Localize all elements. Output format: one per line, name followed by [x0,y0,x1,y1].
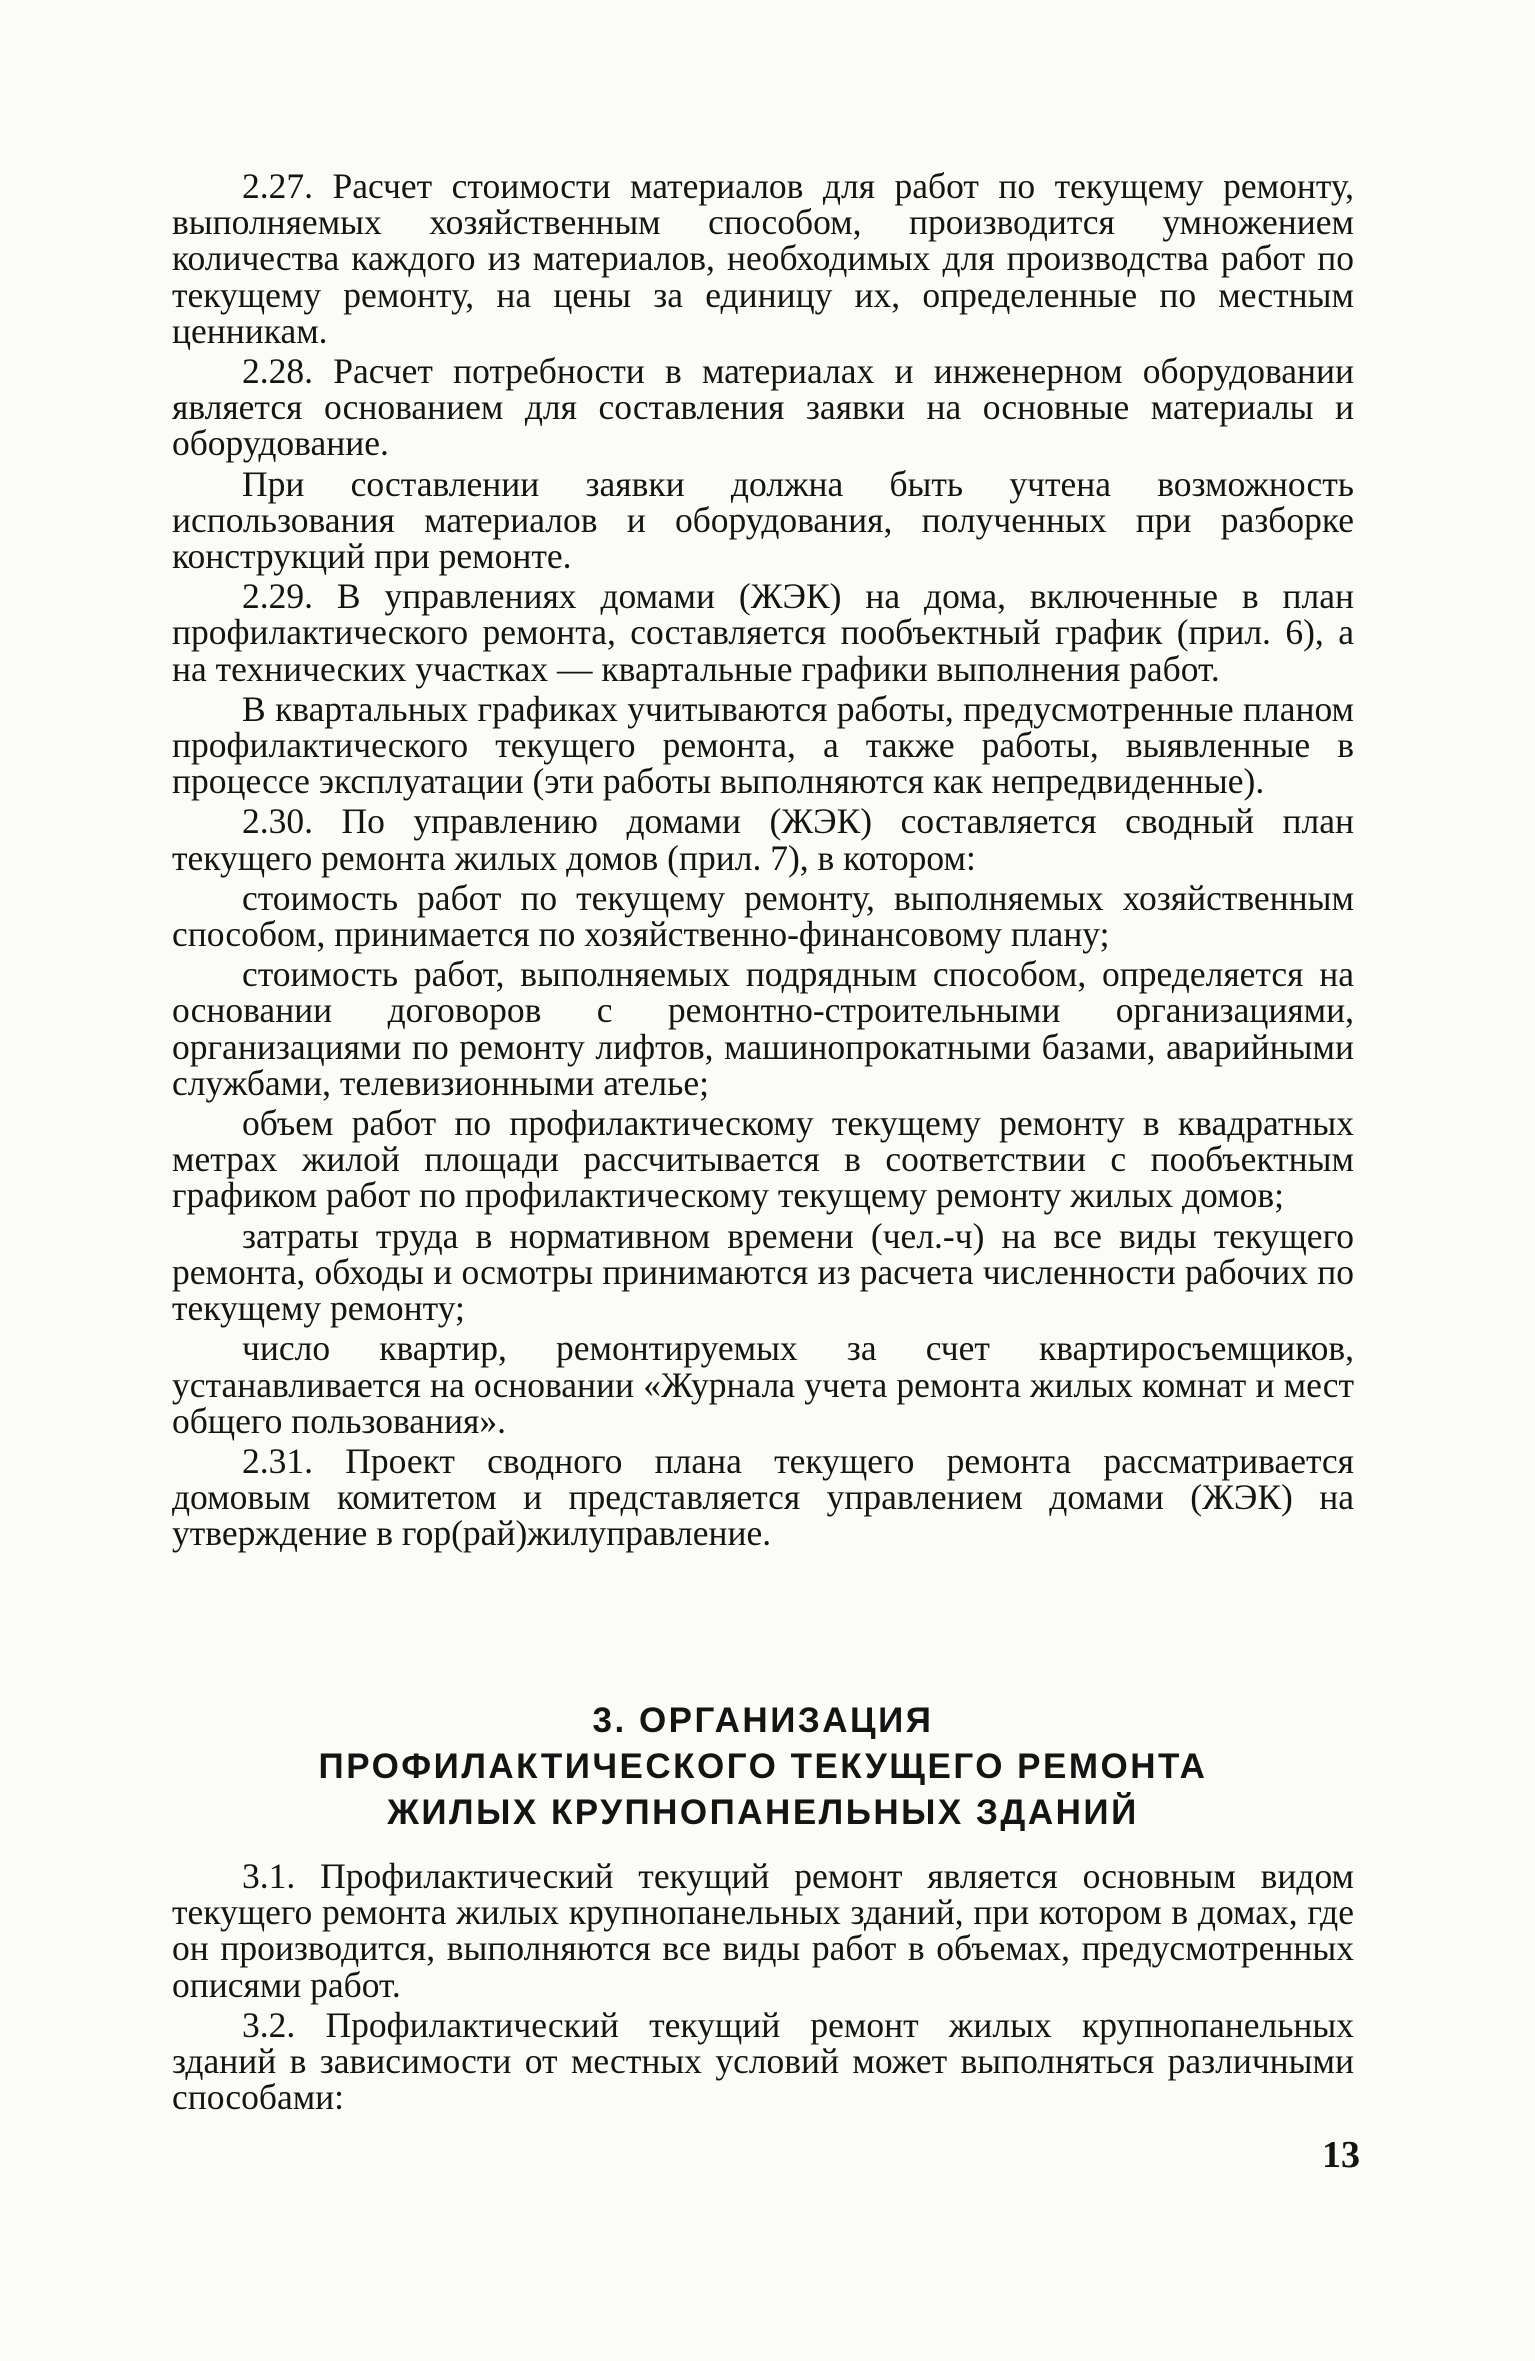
list-item-work-volume: объем работ по профилактическому текущему ремонту в квадратных метрах жилой площади рассчитывается в соответствии с пообъектным графиком работ по профилактическому текущему ремонту жилых домов; [172,1103,1354,1216]
paragraph-application-note: При составлении заявки должна быть учтена возможность использования материалов и оборудования, полученных при разборке конструкций при ремонте. [172,463,1354,577]
paragraph-quarterly-schedules: В квартальных графиках учитываются работы, предусмотренные планом профилактического текущего ремонта, а также работы, выявленные в процессе эксплуатации (эти работы выполняются как непредвиденные). [172,688,1354,802]
paragraph-2-31: 2.31. Проект сводного плана текущего ремонта рассматривается домовым комитетом и представляется управлением домами (ЖЭК) на утверждение в гор(рай)жилуправление. [172,1440,1354,1554]
section-heading [172,1698,1354,1836]
section-heading-line-3: ЖИЛЫХ КРУПНОПАНЕЛЬНЫХ ЗДАНИЙ [387,1793,1139,1832]
list-item-labor-costs: затраты труда в нормативном времени (чел.-ч) на все виды текущего ремонта, обходы и осмотры принимаются из расчета численности рабочих по текущему ремонту; [172,1215,1354,1329]
paragraph-3-1: 3.1. Профилактический текущий ремонт является основным видом текущего ремонта жилых крупнопанельных зданий, при котором в домах, где он производится, выполняются все виды работ в объемах, предусмотренных описями работ. [172,1856,1354,2005]
paragraph-2-30: 2.30. По управлению домами (ЖЭК) составляется сводный план текущего ремонта жилых домов (прил. 7), в котором: [172,801,1354,878]
section-heading-line-2: ПРОФИЛАКТИЧЕСКОГО ТЕКУЩЕГО РЕМОНТА [318,1747,1208,1786]
list-item-contract-cost: стоимость работ, выполняемых подрядным способом, определяется на основании договоров с ремонтно-строительными организациями, организациями по ремонту лифтов, машинопрокатными базами, аварийными службами, телевизионными ателье; [172,954,1354,1103]
list-item-apartments: число квартир, ремонтируемых за счет квартиросъемщиков, устанавливается на основании «Журнала учета ремонта жилых комнат и мест общего пользования». [172,1328,1354,1441]
paragraph-2-28: 2.28. Расчет потребности в материалах и инженерном оборудовании является основанием для составления заявки на основные материалы и оборудование. [172,351,1354,464]
paragraph-2-27: 2.27. Расчет стоимости материалов для работ по текущему ремонту, выполняемых хозяйственным способом, производится умножением количества каждого из материалов, необходимых для производства работ по текущему ремонту, на цены за единицу их, определенные по местным ценникам. [172,166,1354,351]
section-text [172,1856,1354,2118]
body-text [172,168,1354,1552]
paragraph-3-2: 3.2. Профилактический текущий ремонт жилых крупнопанельных зданий в зависимости от местных условий может выполняться различными способами: [172,2004,1354,2118]
page-number: 13 [1322,2134,1360,2176]
section-heading-line-1: 3. ОРГАНИЗАЦИЯ [592,1701,934,1740]
list-item-household-cost: стоимость работ по текущему ремонту, выполняемых хозяйственным способом, принимается по хозяйственно-финансовому плану; [172,877,1354,955]
paragraph-2-29: 2.29. В управлениях домами (ЖЭК) на дома, включенные в план профилактического ремонта, составляется пообъектный график (прил. 6), а на технических участках — квартальные графики выполнения работ. [172,576,1354,689]
